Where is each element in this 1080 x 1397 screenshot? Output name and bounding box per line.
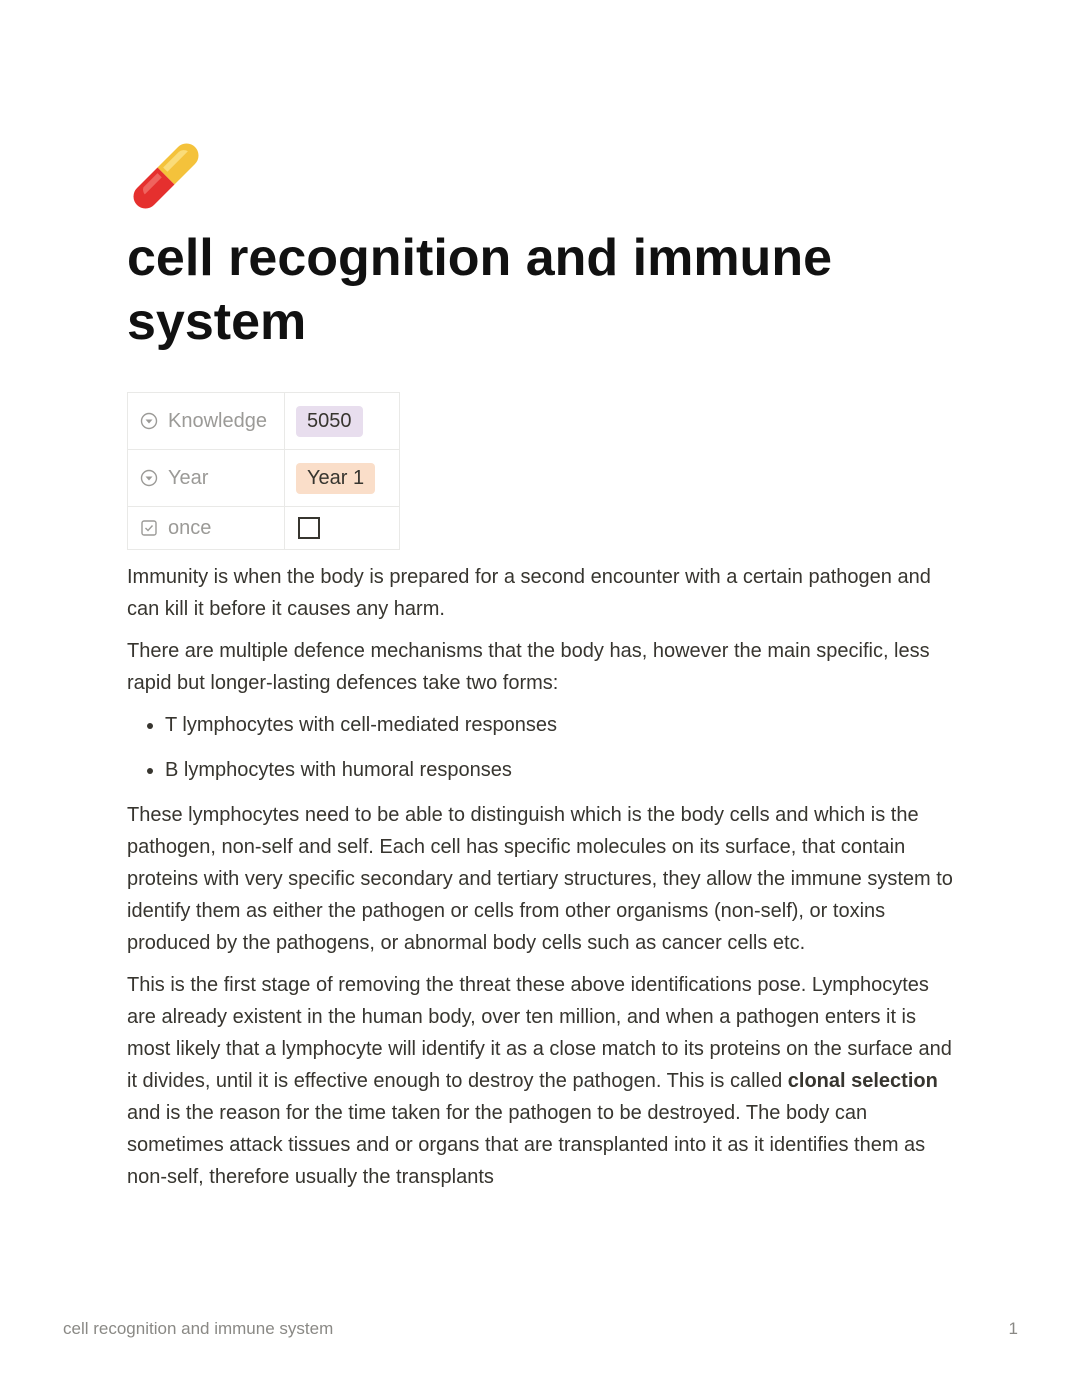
bullet-list xyxy=(127,709,957,786)
page-title: cell recognition and immune system xyxy=(127,229,832,351)
property-row-knowledge xyxy=(128,393,400,450)
page-number: 1 xyxy=(1008,1319,1018,1338)
properties-table xyxy=(127,392,400,550)
property-label: Knowledge xyxy=(168,409,267,432)
property-row-year xyxy=(128,450,400,507)
text-segment: and is the reason for the time taken for the pathogen to be destroyed. The body can sometimes attack tissues and or organs that are transplanted into it as it identifies them as non-self, therefore usually the transplants xyxy=(127,1102,926,1188)
property-row-once xyxy=(128,507,400,550)
paragraph: These lymphocytes need to be able to distinguish which is the body cells and which is the pathogen, non-self and self. Each cell has specific molecules on its surface, that contain proteins with very specific secondary and tertiary structures, they allow the immune system to identify them as either the pathogen or cells from other organisms (non-self), or toxins produced by the pathogens, or abnormal body cells such as cancer cells etc. xyxy=(127,804,953,954)
property-value[interactable] xyxy=(285,450,400,507)
text-segment: This is the first stage of removing the threat these above identifications pose. Lymphocytes are already existent in the human body, over ten million, and when a pathogen enters it is most likely that a lymphocyte will identify it as a close match to its proteins on the surface and it divides, until it is effective enough to destroy the pathogen. This is called xyxy=(127,974,952,1092)
property-key xyxy=(128,507,285,550)
select-tag[interactable]: 5050 xyxy=(296,406,363,437)
once-checkbox[interactable] xyxy=(298,517,320,539)
select-icon xyxy=(140,469,158,487)
paragraph: There are multiple defence mechanisms that the body has, however the main specific, less rapid but longer-lasting defences take two forms: xyxy=(127,640,930,694)
property-key xyxy=(128,393,285,450)
checkbox-property-icon xyxy=(140,519,158,537)
property-label: Year xyxy=(168,466,209,489)
select-icon xyxy=(140,412,158,430)
property-value[interactable] xyxy=(285,393,400,450)
page-icon xyxy=(128,138,204,214)
property-label: once xyxy=(168,516,212,539)
bold-term: clonal selection xyxy=(787,1070,938,1092)
footer-title: cell recognition and immune system xyxy=(63,1319,334,1338)
list-item: • T lymphocytes with cell-mediated responses xyxy=(165,709,957,741)
property-key xyxy=(128,450,285,507)
property-value xyxy=(285,507,400,550)
select-tag[interactable]: Year 1 xyxy=(296,463,375,494)
paragraph xyxy=(127,969,957,1193)
pill-icon xyxy=(128,138,204,214)
list-item: • B lymphocytes with humoral responses xyxy=(165,754,957,786)
paragraph: Immunity is when the body is prepared for a second encounter with a certain pathogen and can kill it before it causes any harm. xyxy=(127,566,931,620)
page-content xyxy=(127,561,957,1203)
